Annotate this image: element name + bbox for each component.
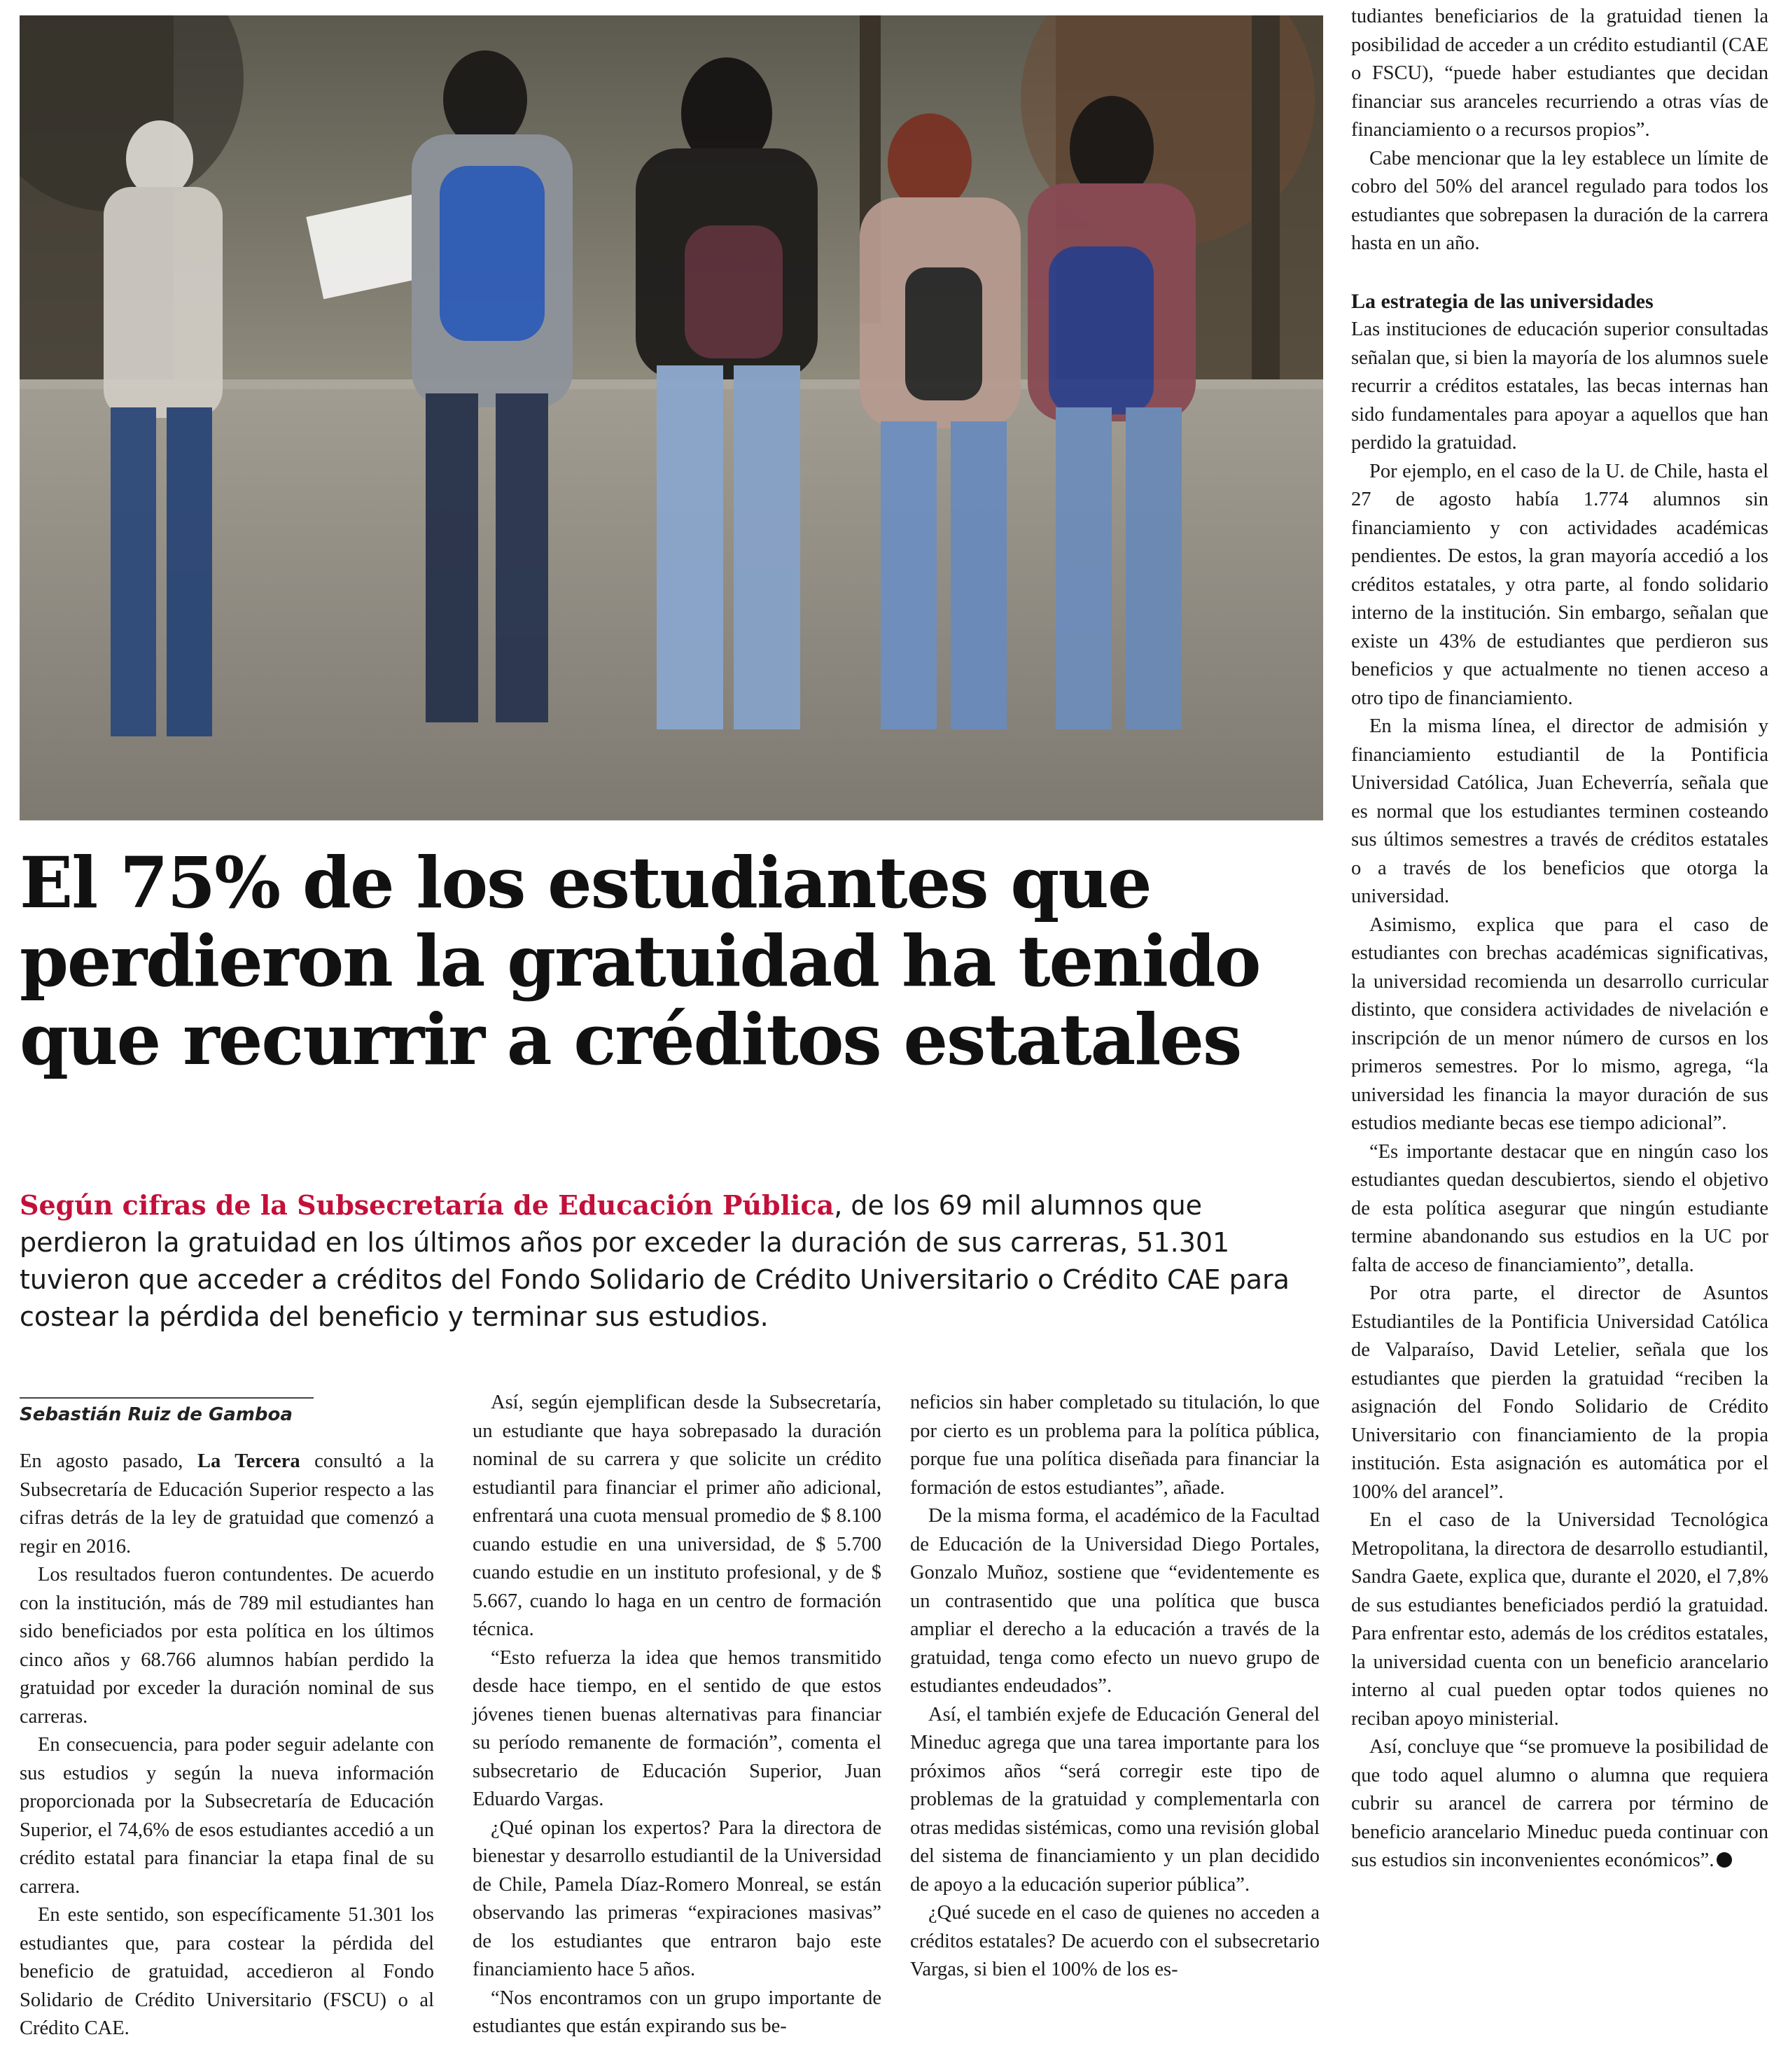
section-subhead: La estrategia de las universidades (1351, 289, 1654, 313)
body-paragraph: ¿Qué sucede en el caso de quienes no acceden a créditos estatales? De acuerdo con el subsecretario Vargas, si bien el 100% de los es- (910, 1902, 1320, 1980)
body-column-1 (20, 1448, 434, 2043)
headline-line-3: que recurrir a créditos estatales (20, 998, 1241, 1081)
article-photo (20, 15, 1323, 820)
byline-rule (20, 1397, 314, 1399)
end-of-article-marker (1717, 1852, 1732, 1868)
body-column-4 (1351, 3, 1768, 1875)
lead-paragraph (20, 1186, 1322, 1336)
body-paragraph: Así, según ejemplifican desde la Subsecretaría, un estudiante que haya sobrepasado la duración nominal de su carrera y que solicite un crédito estudiantil para financiar el primer año adicional, enfrentará una cuota mensual promedio de $ 8.100 cuando estudie en una universidad, de $ 5.700 cuando estudie en un instituto profesional, y de $ 5.667, cuando lo haga en un centro de formación técnica. (473, 1392, 881, 1640)
paragraph-text: consultó a la Subsecretaría de Educación Superior respecto a las cifras detrás de la ley de gratuidad que comenzó a regir en 2016. (20, 1450, 434, 1558)
byline: Sebastián Ruiz de Gamboa (20, 1404, 293, 1425)
body-paragraph: tudiantes beneficiarios de la gratuidad tienen la posibilidad de acceder a un crédito estudiantil (CAE o FSCU), “puede haber estudiantes que decidan financiar sus aranceles recurriendo a otras vías de financiamiento o a recursos propios”. (1351, 6, 1768, 141)
lead-text: , de los 69 mil alumnos que perdieron la gratuidad en los últimos años por exceder la duración de sus carreras, 51.301 tuvieron que acceder a créditos del Fondo Solidario de Crédito Universitario o Crédito CAE para costear la pérdida del beneficio y terminar sus estudios. (20, 1190, 1290, 1332)
body-paragraph: “Es importante destacar que en ningún caso los estudiantes quedan descubiertos, siendo el objetivo de esta política asegurar que ningún estudiante termine abandonando sus estudios en la UC por falta de acceso de financiamiento”, detalla. (1351, 1140, 1768, 1276)
body-paragraph: Asimismo, explica que para el caso de estudiantes con brechas académicas significativas, la universidad recomienda un desarrollo curricular distinto, que considera actividades de nivelación e inscripción de un menor número de cursos en los primeros semestres. Por lo mismo, agrega, “la universidad les financia la mayor duración de sus estudios mediante becas ese tiempo adicional”. (1351, 913, 1768, 1134)
lead-kicker: Según cifras de la Subsecretaría de Educación Pública (20, 1189, 834, 1221)
body-paragraph: En este sentido, son específicamente 51.301 los estudiantes que, para costear la pérdida del beneficio de gratuidad, accedieron al Fondo Solidario de Crédito Universitario (FSCU) o al Crédito CAE. (20, 1904, 434, 2039)
body-column-3 (910, 1389, 1320, 1984)
body-paragraph: De la misma forma, el académico de la Facultad de Educación de la Universidad Diego Portales, Gonzalo Muñoz, sostiene que “evidentemente es un contrasentido que una política que busca ampliar el derecho a la educación a través de la gratuidad, tenga como efecto un nuevo grupo de estudiantes endeudados”. (910, 1505, 1320, 1697)
body-paragraph: Por ejemplo, en el caso de la U. de Chile, hasta el 27 de agosto había 1.774 alumnos sin financiamiento y con actividades académicas pendientes. De estos, la gran mayoría accedió a los créditos estatales, y otra parte, al fondo solidario interno de la institución. Sin embargo, señalan que existe un 43% de estudiantes que perdieron sus beneficios y que actualmente no tienen acceso a otro tipo de financiamiento. (1351, 460, 1768, 709)
students-walking-photo (20, 15, 1323, 820)
paragraph-text: En agosto pasado, (20, 1450, 197, 1472)
body-paragraph: “Esto refuerza la idea que hemos transmitido desde hace tiempo, en el sentido de que estos jóvenes tienen buenas alternativas para financiar su período remanente de formación”, comenta el subsecretario de Educación Superior, Juan Eduardo Vargas. (473, 1646, 881, 1810)
body-paragraph: ¿Qué opinan los expertos? Para la directora de bienestar y desarrollo estudiantil de la Universidad de Chile, Pamela Díaz-Romero Monreal, se están observando las primeras “expiraciones masivas” de los estudiantes que entraron bajo este financiamiento hace 5 años. (473, 1816, 881, 1980)
body-paragraph (1351, 1733, 1768, 1875)
body-paragraph: En consecuencia, para poder seguir adelante con sus estudios y según la nueva información proporcionada por la Subsecretaría de Educación Superior, el 74,6% de esos estudiantes accedió a un crédito estatal para financiar la etapa final de su carrera. (20, 1734, 434, 1898)
body-paragraph: Así, el también exjefe de Educación General del Mineduc agrega que una tarea importante para los próximos años “será corregir este tipo de problemas de la gratuidad y complementarla con otras medidas sistémicas, como una revisión global del sistema de financiamiento y un plan decidido de apoyo a la educación superior pública”. (910, 1703, 1320, 1896)
headline (20, 841, 1322, 1081)
body-paragraph: Las instituciones de educación superior consultadas señalan que, si bien la mayoría de los alumnos suele recurrir a créditos estatales, las becas internas han sido fundamentales para apoyar a aquellos que han perdido la gratuidad. (1351, 318, 1768, 454)
body-paragraph: En la misma línea, el director de admisión y financiamiento estudiantil de la Pontificia Universidad Católica, Juan Echeverría, señala que es normal que los estudiantes terminen costeando sus últimos semestres a través de créditos estatales o a través de los beneficios que otorga la universidad. (1351, 715, 1768, 907)
body-paragraph: En el caso de la Universidad Tecnológica Metropolitana, la directora de desarrollo estudiantil, Sandra Gaete, explica que, durante el 2020, el 7,8% de sus estudiantes beneficiados perdió la gratuidad. Para enfrentar esto, además de los créditos estatales, la universidad cuenta con un beneficio arancelario interno al cual pueden optar todos quienes no reciban apoyo ministerial. (1351, 1509, 1768, 1730)
body-paragraph: neficios sin haber completado su titulación, lo que por cierto es un problema para la política pública, porque fue una política diseñada para financiar la formación de estos estudiantes”, añade. (910, 1392, 1320, 1499)
body-paragraph: “Nos encontramos con un grupo importante de estudiantes que están expirando sus be- (473, 1987, 881, 2037)
body-paragraph: Por otra parte, el director de Asuntos Estudiantiles de la Pontificia Universidad Católica de Valparaíso, David Letelier, señala que los estudiantes que pierden la gratuidad “reciben la asignación del Fondo Solidario de Crédito Universitario con financiamiento de la propia institución. Esta asignación es automática por el 100% del arancel”. (1351, 1282, 1768, 1503)
body-paragraph (20, 1448, 434, 1561)
headline-line-1: El 75% de los estudiantes que (20, 841, 1151, 924)
newspaper-name: La Tercera (197, 1450, 300, 1472)
headline-line-2: perdieron la gratuidad ha tenido (20, 920, 1260, 1002)
paragraph-text: Así, concluye que “se promueve la posibilidad de que todo aquel alumno o alumna que requiera cubrir su arancel de carrera por término de beneficio arancelario Mineduc pueda continuar con sus estudios sin inconvenientes económicos”. (1351, 1736, 1768, 1871)
body-paragraph: Los resultados fueron contundentes. De acuerdo con la institución, más de 789 mil estudiantes han sido beneficiados por esta política en los últimos cinco años y 68.766 alumnos habían perdido la gratuidad por exceder la duración nominal de sus carreras. (20, 1564, 434, 1728)
body-paragraph: Cabe mencionar que la ley establece un límite de cobro del 50% del arancel regulado para todos los estudiantes que sobrepasen la duración de la carrera hasta en un año. (1351, 147, 1768, 254)
body-column-2 (473, 1389, 881, 2041)
